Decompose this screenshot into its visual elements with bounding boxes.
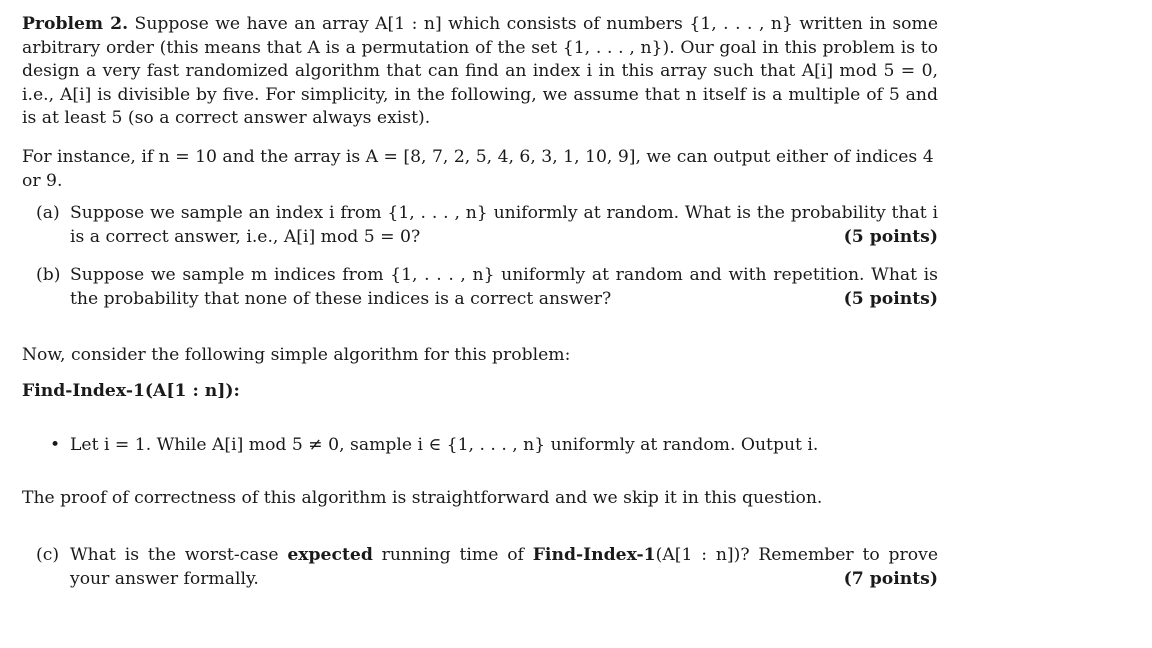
algorithm-title bbox=[22, 380, 938, 404]
part-c-text-bold: expected bbox=[287, 545, 373, 565]
part-c-text-before: What is the worst-case bbox=[70, 545, 288, 565]
part-a-label: (a) bbox=[36, 203, 60, 223]
part-c-text-mid: running time of bbox=[372, 545, 533, 565]
bullet-icon: • bbox=[50, 435, 61, 455]
part-c-text-after: (A[1 : n])? Remember to prove your answer formally. bbox=[70, 545, 938, 589]
part-c-label: (c) bbox=[36, 545, 60, 565]
algorithm-step bbox=[50, 433, 930, 457]
part-b-text: Suppose we sample m indices from {1, . . . , n} uniformly at random and with repetition. What is the probability that none of these indices is a correct answer? bbox=[70, 265, 938, 309]
part-a-text: Suppose we sample an index i from {1, . . . , n} uniformly at random. What is the probability that i is a correct answer, i.e., A[i] mod 5 = 0? bbox=[70, 203, 938, 247]
problem-intro-text: Suppose we have an array A[1 : n] which consists of numbers {1, . . . , n} written in some arbitrary order (this means that A is a permutation of the set {1, . . . , n}). Our goal in this problem is to design a very fast randomized algorithm that can find an index i in this array such that A[i] mod 5 = 0, i.e., A[i] is divisible by five. For simplicity, in the following, we assume that n itself is a multiple of 5 and is at least 5 (so a correct answer always exist). bbox=[22, 14, 938, 128]
part-b bbox=[36, 264, 938, 311]
problem-intro bbox=[22, 13, 938, 131]
part-c-algorithm-name: Find-Index-1 bbox=[532, 545, 656, 565]
problem-example: For instance, if n = 10 and the array is A = [8, 7, 2, 5, 4, 6, 3, 1, 10, 9], we can output either of indices 4 or 9. bbox=[22, 147, 934, 191]
algorithm-signature: (A[1 : n]): bbox=[144, 381, 240, 401]
problem-heading: Problem 2. bbox=[22, 14, 129, 34]
part-a-points: (5 points) bbox=[843, 226, 938, 247]
proof-note: The proof of correctness of this algorithm is straightforward and we skip it in this question. bbox=[22, 488, 823, 508]
part-b-label: (b) bbox=[36, 265, 61, 285]
part-b-points: (5 points) bbox=[843, 288, 938, 309]
part-c bbox=[36, 544, 938, 591]
algorithm-name: Find-Index-1 bbox=[22, 381, 145, 401]
part-c-points: (7 points) bbox=[843, 568, 938, 589]
part-a bbox=[36, 202, 938, 249]
algorithm-intro: Now, consider the following simple algorithm for this problem: bbox=[22, 345, 571, 365]
algorithm-step-text: Let i = 1. While A[i] mod 5 ≠ 0, sample i ∈ {1, . . . , n} uniformly at random. Output i. bbox=[70, 435, 819, 455]
